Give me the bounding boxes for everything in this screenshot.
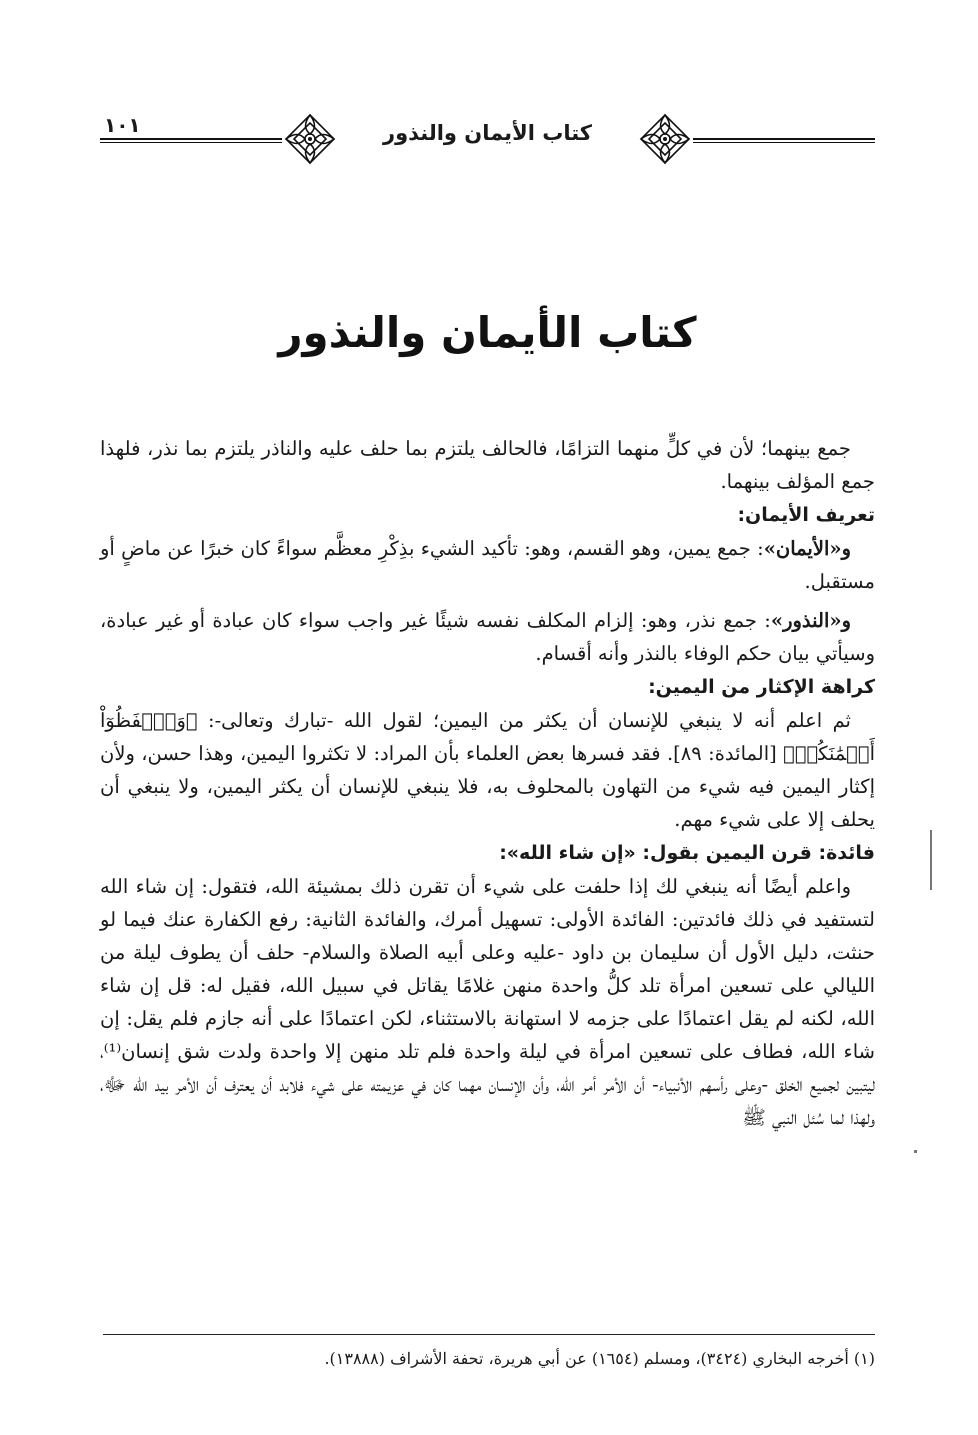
paragraph-excessive-oaths: ثم اعلم أنه لا ينبغي للإنسان أن يكثر من اليمين؛ لقول الله -تبارك وتعالى-: ﴿وَٱحۡفَظُوٓاْ أَيۡمَٰنَكُمۡ﴾ [المائدة: ٨٩]. فقد فسرها بعض العلماء بأن المراد: لا تكثروا اليمين، وهذا حسن، ولأن إكثار اليمين فيه شيء من التهاون بالمحلوف به، فلا ينبغي للإنسان أن يكثر اليمين، ولا ينبغي أن يحلف إلا على شيء مهم. bbox=[100, 709, 875, 831]
page-number: ١٠١ bbox=[104, 113, 141, 137]
keyword-vows: و«النذور» bbox=[770, 609, 851, 632]
scan-mark bbox=[930, 830, 932, 890]
paragraph-vows-definition bbox=[100, 604, 875, 670]
heading-dislike-excessive-oaths: كراهة الإكثار من اليمين: bbox=[648, 676, 875, 698]
running-title: كتاب الأيمان والنذور bbox=[383, 121, 592, 145]
header-rule-right bbox=[693, 138, 875, 143]
heading-benefit-inshallah: فائدة: قرن اليمين بقول: «إن شاء الله»: bbox=[499, 842, 875, 864]
paragraph-oaths-definition bbox=[100, 532, 875, 598]
paragraph-inshallah: واعلم أيضًا أنه ينبغي لك إذا حلفت على شيء أن تقرن ذلك بمشيئة الله، فتقول: إن شاء الله لتستفيد في ذلك فائدتين: الفائدة الأولى: تسهيل أمرك، والفائدة الثانية: رفع الكفارة عنك فيما لو حنثت، دليل الأول أن سليمان بن داود -عليه وعلى أبيه الصلاة والسلام- حلف أن يطوف ليلة من الليالي على تسعين امرأة تلد كلُّ واحدة منهن غلامًا يقاتل في سبيل الله، فقيل له: قل إن شاء الله، لكنه لم يقل اعتمادًا على جزمه لا استهانة بالاستثناء، لكن اعتمادًا على أنه جازم فلم يقل: إن شاء الله، فطاف على تسعين امرأة في ليلة واحدة فلم تلد منهن إلا واحدة ولدت شق إنسان⁽¹⁾، ليتبين لجميع الخلق -وعلى رأسهم الأنبياء- أن الأمر أمر الله، وأن الإنسان مهما كان في عزيمته على شيء فلابد أن يعترف أن الأمر بيد الله ﷻ، ولهذا لما سُئل النبي ﷺ bbox=[100, 875, 875, 1129]
ornament-left-icon bbox=[282, 111, 338, 167]
footnote-divider bbox=[103, 1334, 875, 1335]
running-header bbox=[100, 105, 875, 165]
ornament-right-icon bbox=[637, 111, 693, 167]
header-rule-left bbox=[100, 138, 282, 143]
paragraph-oaths-text: : جمع يمين، وهو القسم، وهو: تأكيد الشيء بذِكْرِ معظَّم سواءً كان خبرًا عن ماضٍ أو مستقبل. bbox=[100, 537, 875, 593]
paragraph-vows-text: : جمع نذر، وهو: إلزام المكلف نفسه شيئًا غير واجب سواء كان عبادة أو غير عبادة، وسيأتي بيان حكم الوفاء بالنذر وأنه أقسام. bbox=[100, 609, 875, 665]
body-text bbox=[100, 432, 875, 1134]
paragraph-intro: جمع بينهما؛ لأن في كلٍّ منهما التزامًا، فالحالف يلتزم بما حلف عليه والناذر يلتزم بما نذر، فلهذا جمع المؤلف بينهما. bbox=[100, 437, 875, 493]
book-title: كتاب الأيمان والنذور bbox=[278, 308, 697, 357]
keyword-oaths: و«الأيمان» bbox=[763, 537, 851, 560]
scan-mark bbox=[914, 1150, 917, 1153]
heading-definition-of-oaths: تعريف الأيمان: bbox=[737, 504, 875, 526]
footnote: (١) أخرجه البخاري (٣٤٢٤)، ومسلم (١٦٥٤) عن أبي هريرة، تحفة الأشراف (١٣٨٨٨). bbox=[324, 1349, 875, 1368]
